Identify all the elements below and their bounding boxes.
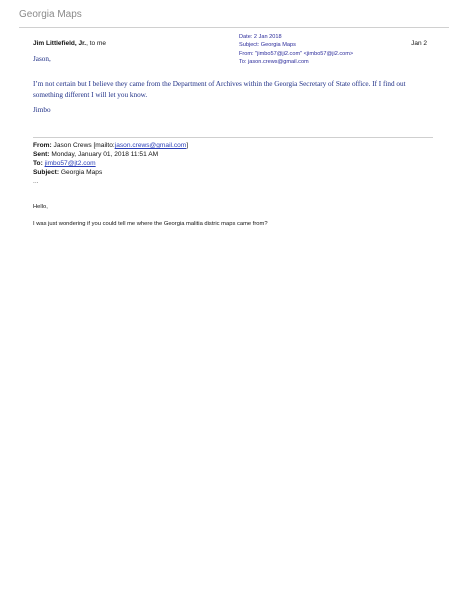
fwd-sent-label: Sent: [33, 151, 50, 159]
original-greeting: Hello, [33, 204, 48, 210]
fwd-subject-label: Subject: [33, 169, 60, 177]
fwd-subject-value: Georgia Maps [60, 169, 103, 177]
meta-subject: Subject: Georgia Maps [239, 42, 296, 49]
reply-body [33, 79, 433, 100]
fwd-sent-row [33, 150, 188, 159]
reply-body-line: I’m not certain but I believe they came from the Department of Archives within the Georgia Secretary of State office. If I find out [33, 80, 406, 88]
page-title: Georgia Maps [19, 9, 82, 20]
sender-name: Jim Littlefield, Jr. [33, 40, 87, 47]
sender-line: Jim Littlefield, Jr., to me [33, 40, 106, 47]
meta-from: From: "jimbo57@ji2.com" <jimbo57@ji2.com> [239, 50, 354, 57]
fwd-to-row [33, 159, 188, 168]
fwd-to-email-link[interactable]: jimbo57@jt2.com [44, 160, 96, 168]
original-body: I was just wondering if you could tell me where the Georgia malitia distric maps came from? [33, 221, 268, 227]
header-divider [19, 27, 449, 28]
recipient-label: to me [89, 40, 106, 47]
message-date: Jan 2 [411, 40, 427, 47]
message-metadata [239, 33, 353, 67]
fwd-from-name: Jason Crews [mailto: [53, 142, 115, 149]
forwarded-header [33, 141, 188, 177]
reply-greeting: Jason, [33, 55, 51, 63]
meta-to: To: jason.crews@gmail.com [239, 59, 309, 66]
quote-divider [33, 137, 433, 138]
fwd-from-email-link[interactable]: jason.crews@gmail.com [114, 142, 187, 149]
meta-date: Date: 2 Jan 2018 [239, 34, 282, 40]
fwd-sent-value: Monday, January 01, 2018 11:51 AM [51, 151, 159, 159]
reply-body-line: something different I will let you know. [33, 90, 148, 99]
reply-signature: Jimbo [33, 106, 51, 114]
fwd-subject-row [33, 168, 188, 177]
fwd-from-row [33, 141, 188, 150]
fwd-to-label: To: [33, 160, 43, 168]
fwd-from-close: ] [186, 142, 189, 149]
show-trimmed-content-button[interactable]: ... [33, 178, 39, 185]
fwd-from-label: From: [33, 142, 52, 149]
